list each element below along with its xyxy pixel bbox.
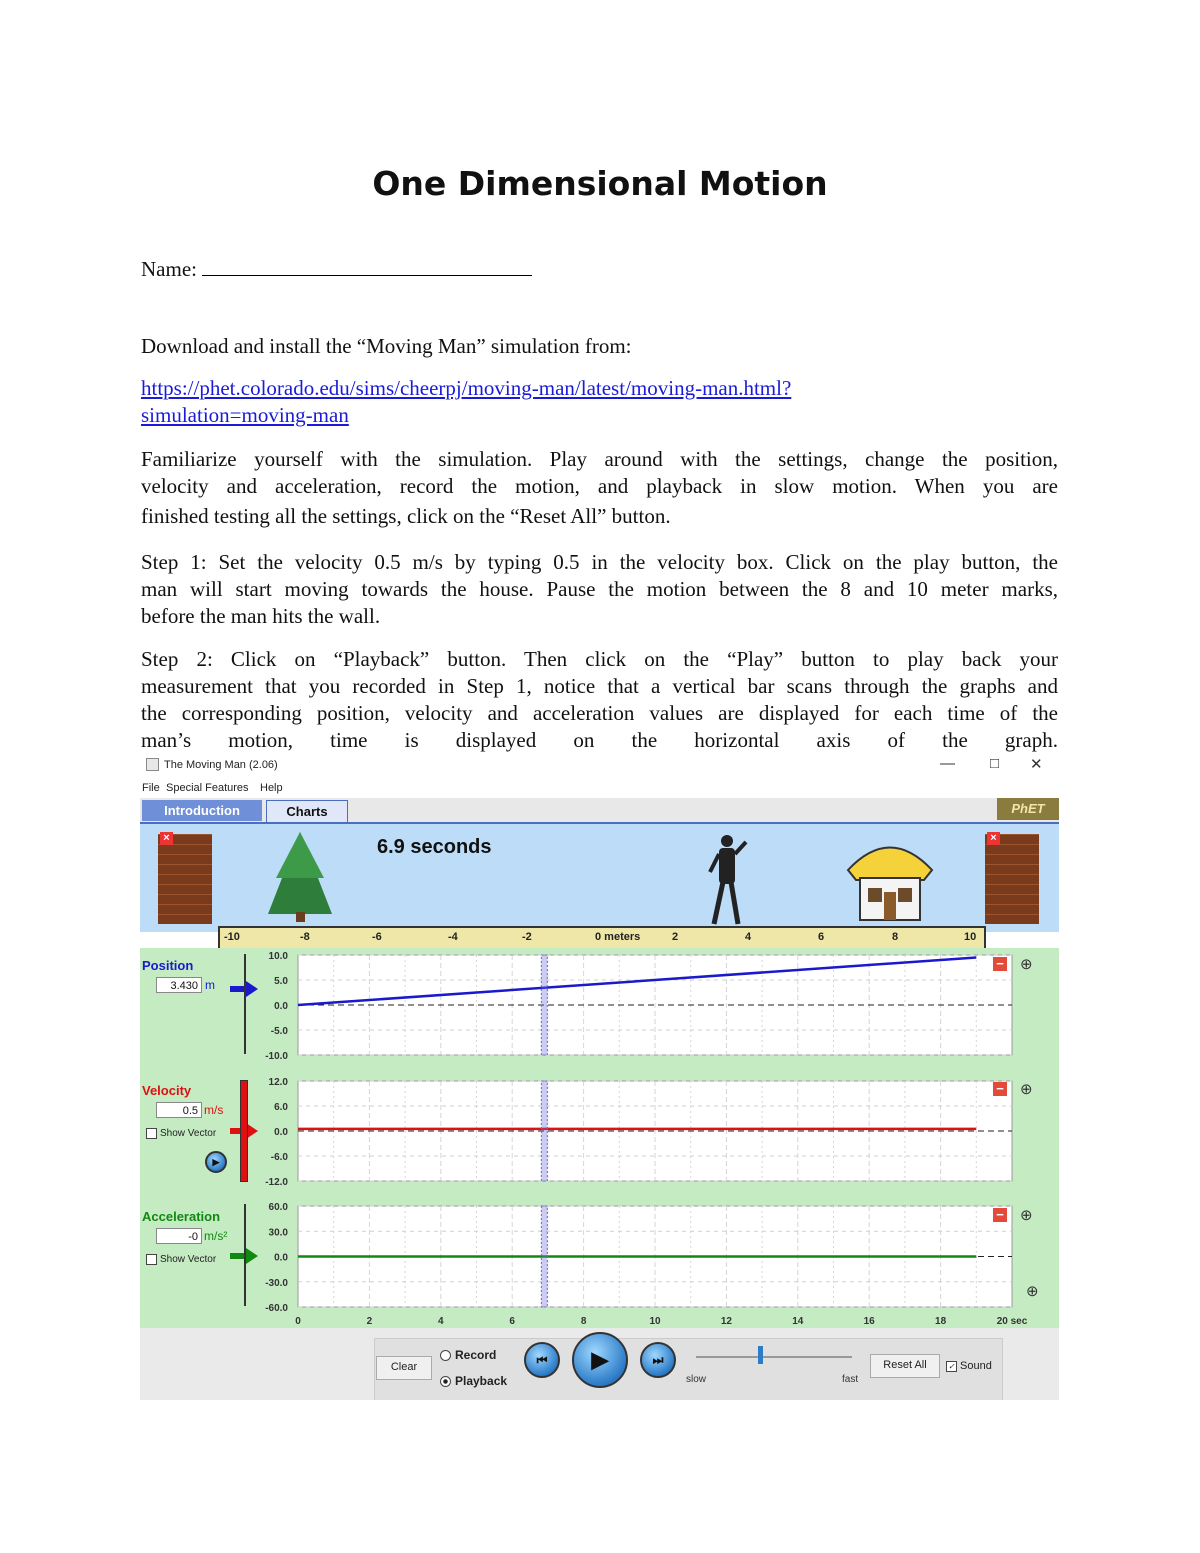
- time-tick-label: 14: [792, 1316, 804, 1327]
- acceleration-input[interactable]: -0: [156, 1228, 202, 1244]
- acceleration-show-vector-label: Show Vector: [160, 1254, 217, 1266]
- text-line: Step 2: Click on “Playback” button. Then click on the “Play” button to play back your: [141, 647, 1058, 671]
- text-line: measurement that you recorded in Step 1, notice that a vertical bar scans through the graphs and: [141, 674, 1058, 698]
- text-line: finished testing all the settings, click on the “Reset All” button.: [141, 504, 671, 528]
- playback-label: Playback: [455, 1374, 508, 1388]
- velocity-y-tick-label: 0.0: [274, 1127, 288, 1138]
- play-icon[interactable]: ▶: [572, 1332, 628, 1388]
- speed-slider-thumb[interactable]: [758, 1346, 763, 1364]
- velocity-y-tick-label: 6.0: [274, 1102, 288, 1113]
- ruler-tick: -8: [300, 931, 310, 943]
- time-readout: 6.9 seconds: [377, 836, 492, 858]
- acceleration-minimize-button[interactable]: −: [993, 1208, 1007, 1222]
- text-line: man’s motion, time is displayed on the horizontal axis of the graph.: [141, 728, 1058, 752]
- position-zoom-icon[interactable]: ⊕: [1020, 956, 1033, 973]
- position-unit: m: [205, 978, 215, 992]
- time-tick-label: 8: [580, 1316, 587, 1327]
- time-tick-label: 4: [438, 1316, 444, 1327]
- time-tick-label: 12: [720, 1316, 732, 1327]
- menu-special-features[interactable]: Special Features: [166, 782, 249, 794]
- ruler-tick: 8: [892, 931, 899, 943]
- window-title: The Moving Man (2.06): [164, 759, 278, 771]
- velocity-time-cursor: [541, 1081, 547, 1181]
- text-line: velocity and acceleration, record the motion, and playback in slow motion. When you are: [141, 474, 1058, 498]
- record-label: Record: [455, 1348, 497, 1362]
- name-row: [141, 255, 1058, 283]
- download-instructions: Download and install the “Moving Man” simulation from:: [141, 334, 632, 358]
- velocity-y-tick-label: 12.0: [268, 1077, 288, 1088]
- text-line: before the man hits the wall.: [141, 604, 381, 628]
- velocity-unit: m/s: [204, 1103, 224, 1117]
- moving-man-screenshot: [140, 752, 1059, 1400]
- sound-label: Sound: [960, 1360, 992, 1372]
- position-y-tick-label: 5.0: [274, 976, 288, 987]
- sound-checkbox[interactable]: ✓ Sound: [946, 1360, 992, 1372]
- playback-controls: [140, 1328, 1059, 1400]
- step1-paragraph: [141, 549, 1058, 630]
- time-tick-label: 2: [366, 1316, 373, 1327]
- ruler-tick: 6: [818, 931, 825, 943]
- ruler-tick: 0 meters: [595, 931, 641, 943]
- text-line: Step 1: Set the velocity 0.5 m/s by typing 0.5 in the velocity box. Click on the play button, the: [141, 550, 1058, 574]
- link-line-2[interactable]: simulation=moving-man: [141, 403, 349, 427]
- left-wall-close-icon[interactable]: ×: [160, 832, 173, 845]
- close-icon[interactable]: ✕: [1030, 756, 1043, 773]
- tab-charts[interactable]: Charts: [266, 800, 348, 822]
- velocity-play-icon[interactable]: ▶: [205, 1151, 227, 1173]
- reset-all-button[interactable]: Reset All: [870, 1354, 940, 1378]
- ruler-tick: -6: [372, 931, 382, 943]
- position-y-tick-label: -10.0: [265, 1051, 288, 1062]
- acceleration-label: Acceleration: [142, 1209, 221, 1224]
- acceleration-y-tick-label: -60.0: [265, 1303, 288, 1314]
- simulation-link[interactable]: [141, 375, 1058, 429]
- position-y-tick-label: -5.0: [270, 1026, 288, 1037]
- familiarize-paragraph: [141, 446, 1058, 530]
- link-line-1[interactable]: https://phet.colorado.edu/sims/cheerpj/moving-man/latest/moving-man.html?: [141, 376, 792, 400]
- time-tick-label: 20 sec: [996, 1316, 1028, 1327]
- minimize-icon[interactable]: —: [940, 755, 955, 772]
- acceleration-y-tick-label: 0.0: [274, 1252, 288, 1264]
- step-forward-icon[interactable]: ⏭: [640, 1342, 676, 1378]
- velocity-minimize-button[interactable]: −: [993, 1082, 1007, 1096]
- maximize-icon[interactable]: □: [990, 755, 1000, 772]
- tab-introduction[interactable]: Introduction: [142, 800, 262, 821]
- time-tick-label: 6: [509, 1316, 515, 1327]
- phet-logo: PhET: [997, 798, 1059, 820]
- time-zoom-icon[interactable]: ⊕: [1026, 1283, 1039, 1300]
- velocity-y-tick-label: -6.0: [270, 1152, 288, 1163]
- ruler-tick: -10: [224, 931, 240, 943]
- acceleration-y-tick-label: 30.0: [268, 1227, 288, 1239]
- acceleration-y-tick-label: -30.0: [265, 1277, 288, 1289]
- text-line: Familiarize yourself with the simulation. Play around with the settings, change the position,: [141, 447, 1058, 471]
- menu-help[interactable]: Help: [260, 782, 283, 794]
- ruler-tick: 2: [672, 931, 679, 943]
- menu-file[interactable]: File: [142, 782, 160, 794]
- position-label: Position: [142, 958, 194, 973]
- acceleration-unit: m/s²: [204, 1229, 228, 1243]
- velocity-y-tick-label: -12.0: [265, 1177, 288, 1188]
- velocity-show-vector-label: Show Vector: [160, 1128, 217, 1140]
- time-tick-label: 18: [935, 1316, 947, 1327]
- velocity-zoom-icon[interactable]: ⊕: [1020, 1081, 1033, 1098]
- name-label: Name:: [141, 257, 197, 281]
- velocity-input[interactable]: 0.5: [156, 1102, 202, 1118]
- position-y-tick-label: 0.0: [274, 1001, 288, 1012]
- right-wall-close-icon[interactable]: ×: [987, 832, 1000, 845]
- time-tick-label: 0: [295, 1316, 301, 1327]
- clear-button[interactable]: Clear: [376, 1356, 432, 1380]
- text-line: the corresponding position, velocity and acceleration values are displayed for each time of the: [141, 701, 1058, 725]
- position-y-tick-label: 10.0: [268, 951, 288, 962]
- document-title: One Dimensional Motion: [372, 164, 828, 203]
- playback-radio[interactable]: [440, 1374, 507, 1388]
- position-minimize-button[interactable]: −: [993, 957, 1007, 971]
- time-tick-label: 16: [863, 1316, 875, 1327]
- ruler-tick: 10: [964, 931, 977, 943]
- step2-paragraph: [141, 646, 1058, 754]
- position-time-cursor: [541, 955, 547, 1055]
- velocity-label: Velocity: [142, 1083, 192, 1098]
- rewind-icon[interactable]: ⏮: [524, 1342, 560, 1378]
- acceleration-time-cursor: [541, 1206, 547, 1307]
- record-radio[interactable]: [440, 1348, 496, 1362]
- fast-label: fast: [842, 1374, 859, 1385]
- slow-label: slow: [686, 1374, 707, 1385]
- motion-charts[interactable]: [140, 752, 1059, 1400]
- text-line: man will start moving towards the house. Pause the motion between the 8 and 10 meter marks,: [141, 577, 1058, 601]
- ruler-tick: 4: [745, 931, 752, 943]
- speed-slider[interactable]: [696, 1356, 852, 1358]
- name-blank-line[interactable]: [202, 255, 532, 276]
- time-tick-label: 10: [649, 1316, 661, 1327]
- ruler-tick: -2: [522, 931, 532, 943]
- acceleration-zoom-icon[interactable]: ⊕: [1020, 1207, 1033, 1224]
- position-input[interactable]: 3.430: [156, 977, 202, 993]
- acceleration-y-tick-label: 60.0: [268, 1202, 288, 1213]
- ruler-tick: -4: [448, 931, 458, 943]
